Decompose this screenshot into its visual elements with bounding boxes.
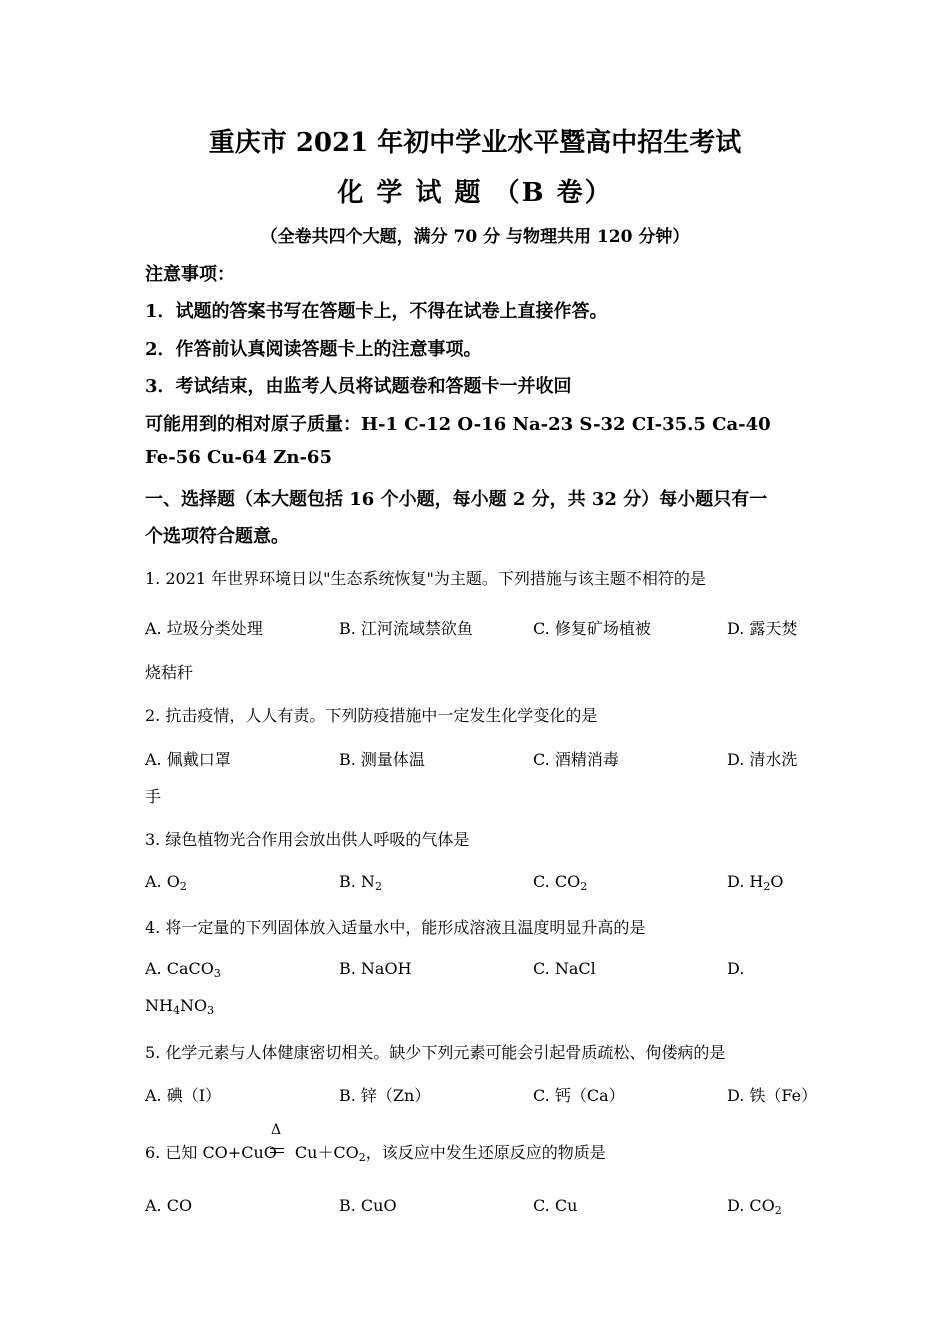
question-1-option-d: D. 露天焚	[727, 619, 798, 638]
question-1-option-d-wrap: 烧秸秆	[145, 663, 194, 682]
question-4-stem: 4. 将一定量的下列固体放入适量水中，能形成溶液且温度明显升高的是	[145, 918, 646, 937]
question-4-option-b: B. NaOH	[339, 959, 412, 978]
question-2-option-c: C. 酒精消毒	[533, 750, 619, 769]
atomic-mass-line-2: Fe-56 Cu-64 Zn-65	[145, 447, 332, 468]
question-6-option-b: B. CuO	[339, 1196, 397, 1215]
question-2-stem: 2. 抗击疫情，人人有责。下列防疫措施中一定发生化学变化的是	[145, 706, 598, 725]
question-5-option-a: A. 碘（I）	[145, 1086, 222, 1105]
section-heading-line-2: 个选项符合题意。	[145, 526, 289, 547]
note-item-3: 3．考试结束，由监考人员将试题卷和答题卡一并收回	[145, 376, 572, 397]
question-6-stem: 6. 已知 CO+CuO $Cu+CO_2$，该反应中发生还原反应的物质是	[145, 1143, 606, 1164]
question-6-option-c: C. Cu	[533, 1196, 578, 1215]
question-6-option-a: A. CO	[145, 1196, 193, 1215]
question-6-option-d: D. $CO_2$	[727, 1196, 782, 1217]
question-3-option-c: C. $CO_2$	[533, 872, 588, 893]
notes-heading: 注意事项：	[145, 264, 235, 285]
equals-sign-top	[270, 1148, 284, 1149]
question-1-option-b: B. 江河流域禁欲鱼	[339, 619, 473, 638]
question-5-option-b: B. 锌（Zn）	[339, 1086, 431, 1105]
question-5-stem: 5. 化学元素与人体健康密切相关。缺少下列元素可能会引起骨质疏松、佝偻病的是	[145, 1043, 726, 1062]
question-3-stem: 3. 绿色植物光合作用会放出供人呼吸的气体是	[145, 830, 470, 849]
question-4-option-a: A. CaCO$_3$	[145, 959, 221, 980]
exam-duration-note: （全卷共四个大题，满分 70 分 与物理共用 120 分钟）	[260, 227, 690, 247]
question-2-option-a: A. 佩戴口罩	[145, 750, 231, 769]
equals-sign-bottom	[270, 1152, 284, 1153]
question-2-option-d-wrap: 手	[145, 787, 162, 806]
question-4-option-c: C. NaCl	[533, 959, 596, 978]
atomic-mass-line-1: 可能用到的相对原子质量：H-1 C-12 O-16 Na-23 S-32 CI-35.5 Ca-40	[145, 414, 771, 435]
heat-condition-delta: Δ	[271, 1122, 282, 1138]
question-1-stem: 1. 2021 年世界环境日以"生态系统恢复"为主题。下列措施与该主题不相符的是	[145, 569, 706, 588]
exam-title: 重庆市 2021 年初中学业水平暨高中招生考试	[208, 128, 742, 158]
question-1-option-a: A. 垃圾分类处理	[145, 619, 263, 638]
question-3-option-b: B. $N_2$	[339, 872, 382, 893]
question-3-option-a: A. $O_2$	[145, 872, 187, 893]
section-heading-line-1: 一、选择题（本大题包括 16 个小题，每小题 2 分，共 32 分）每小题只有一	[145, 489, 768, 510]
question-5-option-d: D. 铁（Fe）	[727, 1086, 818, 1105]
question-4-option-d-wrap: $NH_4NO_3$	[145, 996, 215, 1017]
question-5-option-c: C. 钙（Ca）	[533, 1086, 625, 1105]
question-4-option-d: D.	[727, 959, 745, 978]
exam-subtitle: 化 学 试 题 （B 卷）	[337, 178, 613, 208]
question-1-option-c: C. 修复矿场植被	[533, 619, 651, 638]
question-2-option-d: D. 清水洗	[727, 750, 798, 769]
note-item-1: 1．试题的答案书写在答题卡上，不得在试卷上直接作答。	[145, 301, 608, 322]
note-item-2: 2．作答前认真阅读答题卡上的注意事项。	[145, 339, 482, 360]
question-3-option-d: D. $H_2O$	[727, 872, 784, 893]
question-2-option-b: B. 测量体温	[339, 750, 425, 769]
